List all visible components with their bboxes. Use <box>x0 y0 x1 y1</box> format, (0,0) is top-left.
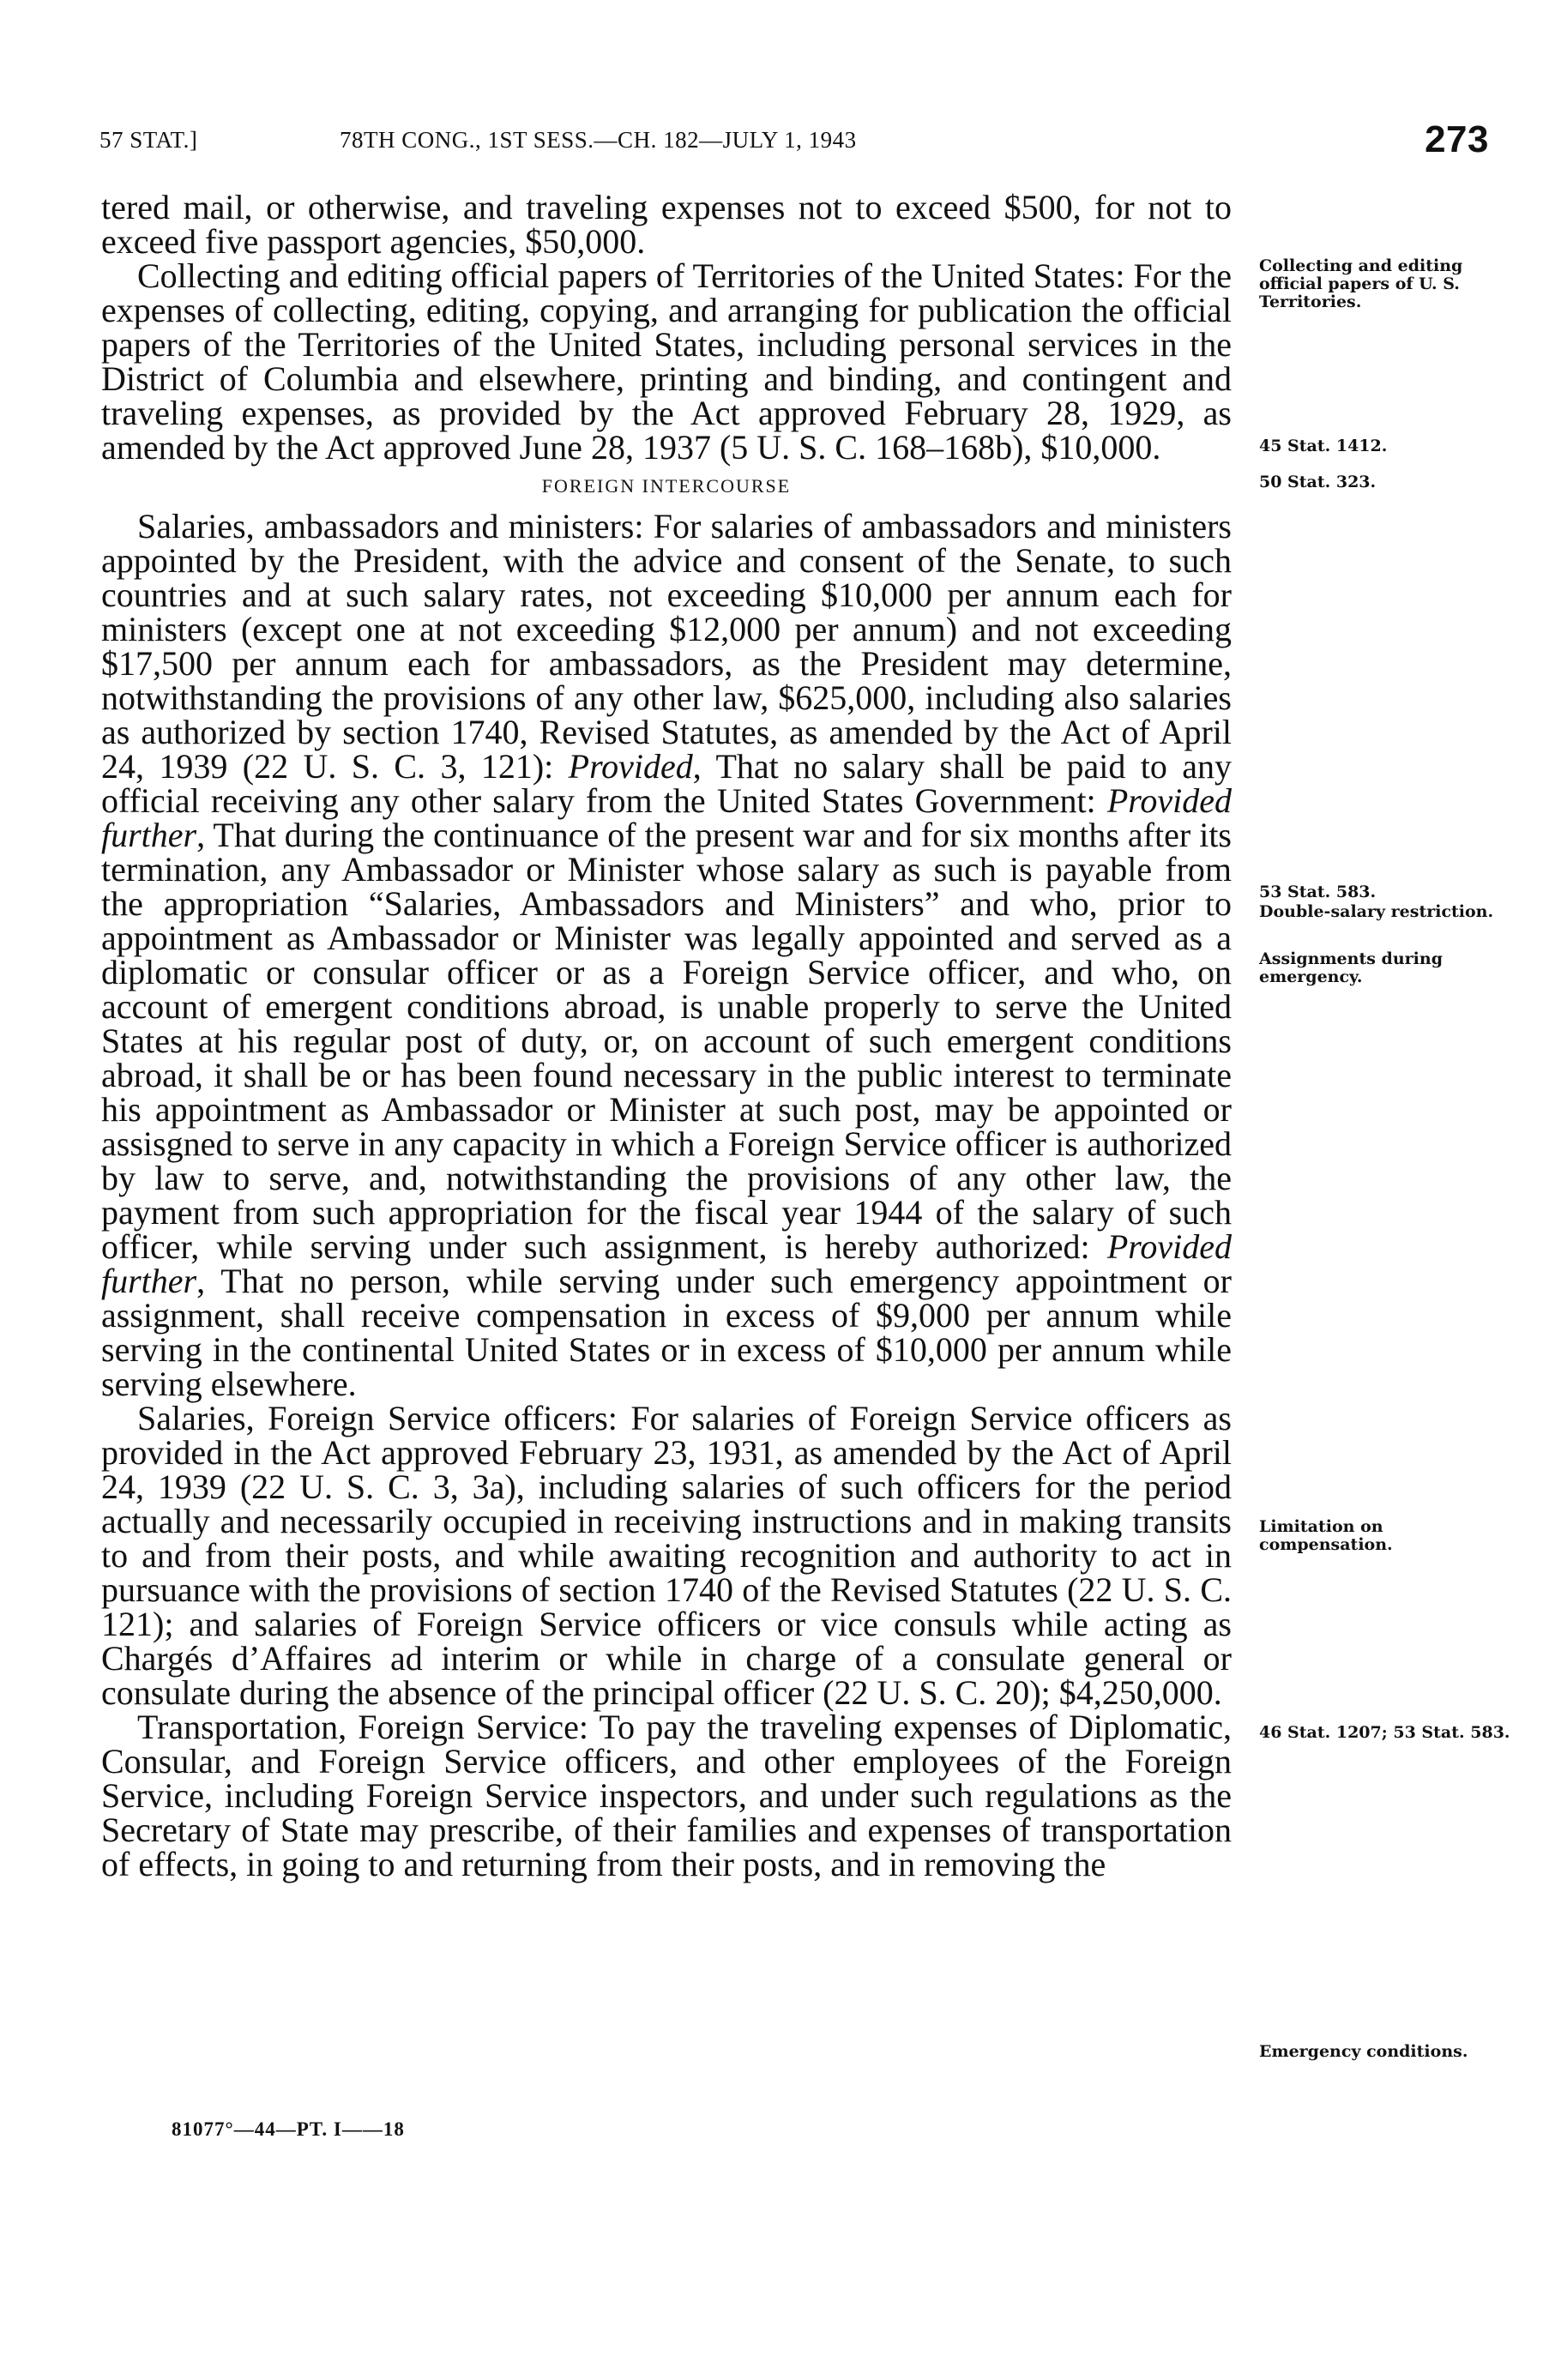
main-text-column <box>101 190 1232 1882</box>
margin-note-stat-45: 45 Stat. 1412. <box>1259 437 1388 455</box>
paragraph-transportation: Transportation, Foreign Service: To pay the traveling expenses of Diplomatic, Consular, and Foreign Service officers, and other employees of the Foreign Service, including Foreign Service inspectors, and under such regulations as the Secretary of State may prescribe, of their families and expenses of transportation of effects, in going to and returning from their posts, and in removing the <box>101 1708 1232 1883</box>
session-line: 78TH CONG., 1ST SESS.—CH. 182—JULY 1, 1943 <box>340 127 857 153</box>
paragraph-territories-papers: Collecting and editing official papers of Territories of the United States: For the expenses of collecting, editing, copying, and arranging for publication the official papers of the Territories of the United States, including personal services in the District of Columbia and elsewhere, printing and binding, and contingent and traveling expenses, as provided by the Act approved February 28, 1929, as amended by the Act approved June 28, 1937 (5 U. S. C. 168–168b), $10,000. <box>101 256 1232 467</box>
margin-note-stat-50: 50 Stat. 323. <box>1259 473 1377 491</box>
margin-note-stat-46: 46 Stat. 1207; 53 Stat. 583. <box>1259 1723 1510 1742</box>
print-code: 81077°—44—PT. I——18 <box>172 2118 405 2140</box>
italic-proviso: Provided further <box>101 1227 1232 1300</box>
text-run: Salaries, ambassadors and ministers: For salaries of ambassadors and ministers appointed by the President, with the advice and consent of the Senate, to such countries and at such salary rates, not exceeding $10,000 per annum each for ministers (except one at not exceeding $12,000 per annum) and not exceeding $17,500 per annum each for ambassadors, as the President may determine, notwithstanding the provisions of any other law, $625,000, including also salaries as authorized by section 1740, Revised Statutes, as amended by the Act of April 24, 1939 (22 U. S. C. 3, 121): <box>101 507 1232 786</box>
paragraph-ambassadors-ministers <box>101 509 1232 1401</box>
margin-note-limitation: Limitation on compensation. <box>1259 1517 1393 1554</box>
margin-note-stat-53: 53 Stat. 583. <box>1259 883 1377 901</box>
margin-note-emergency: Emergency conditions. <box>1259 2042 1468 2061</box>
running-header <box>99 118 1489 170</box>
paragraph-foreign-service-officers: Salaries, Foreign Service officers: For salaries of Foreign Service officers as provided in the Act approved February 23, 1931, as amended by the Act of April 24, 1939 (22 U. S. C. 3, 3a), including salaries of such officers for the period actually and necessarily occupied in receiving instructions and in making transits to and from their posts, and while awaiting recognition and authority to act in pursuance with the provisions of section 1740 of the Revised Statutes (22 U. S. C. 121); and salaries of Foreign Service officers or vice consuls while acting as Chargés d’Affaires ad interim or while in charge of a consulate general or consulate during the absence of the principal officer (22 U. S. C. 20); $4,250,000. <box>101 1399 1232 1712</box>
margin-note-double-salary: Double-salary restriction. <box>1259 902 1494 921</box>
italic-proviso: Provided <box>568 747 693 786</box>
paragraph-passport-agencies: tered mail, or otherwise, and traveling expenses not to exceed $500, for not to exceed five passport agencies, $50,000. <box>101 188 1232 261</box>
statute-reference: 57 STAT.] <box>99 127 198 153</box>
margin-note-collecting: Collecting and editing official papers of U. S. Territories. <box>1259 256 1463 311</box>
text-run: , That during the continuance of the present war and for six months after its termination, any Ambassador or Minister whose salary as such is payable from the appropriation “Salaries, Ambassadors and Ministers” and who, prior to appointment as Ambassador or Minister was legally appointed and served as a diplomatic or consular officer or as a Foreign Service officer, and who, on account of emergent conditions abroad, is unable properly to serve the United States at his regular post of duty, or, on account of such emergent conditions abroad, it shall be or has been found necessary in the public interest to terminate his appointment as Ambassador or Minister at such post, may be appointed or assisgned to serve in any capacity in which a Foreign Service officer is authorized by law to serve, and, notwithstanding the provisions of any other law, the payment from such appropriation for the fiscal year 1944 of the salary of such officer, while serving under such assignment, is hereby authorized: <box>101 816 1232 1266</box>
section-heading: FOREIGN INTERCOURSE <box>541 475 792 497</box>
italic-proviso: Provided further <box>101 781 1232 854</box>
margin-note-assignments: Assignments during emergency. <box>1259 949 1443 986</box>
page-number: 273 <box>1425 118 1489 160</box>
text-run: , That no person, while serving under such emergency appointment or assignment, shall receive compensation in excess of $9,000 per annum while serving in the continental United States or in excess of $10,000 per annum while serving elsewhere. <box>101 1262 1232 1403</box>
text-run: , That no salary shall be paid to any official receiving any other salary from the United States Government: <box>101 747 1232 820</box>
